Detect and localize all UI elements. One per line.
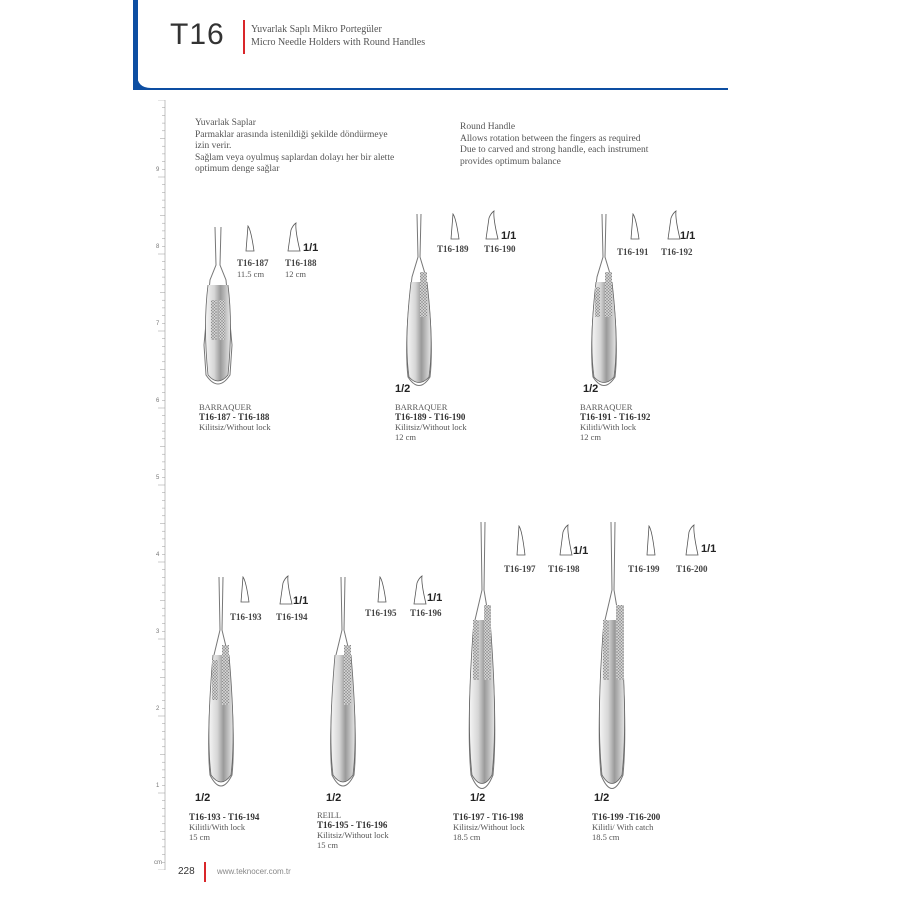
- product-name: REILL: [317, 810, 342, 820]
- scale-ratio: 1/2: [470, 792, 486, 804]
- lock-type: Kilitsiz/Without lock: [317, 830, 389, 840]
- straight-tip-icon: [238, 575, 252, 603]
- scale-ratio: 1/1: [680, 230, 696, 242]
- scale-ratio: 1/1: [501, 230, 517, 242]
- product-range: T16-197 - T16-198: [453, 812, 524, 822]
- website-link[interactable]: www.teknocer.com.tr: [217, 867, 291, 876]
- product-length: 12 cm: [580, 432, 602, 442]
- scale-ratio: 1/2: [326, 792, 342, 804]
- intro-line-en: provides optimum balance: [460, 156, 561, 167]
- product-name: BARRAQUER: [199, 402, 252, 412]
- scale-ratio: 1/1: [427, 592, 443, 604]
- footer-divider: [204, 862, 206, 882]
- intro-text-tr: [195, 118, 394, 176]
- product-range: T16-187 - T16-188: [199, 412, 270, 422]
- ruler-label-8: 8: [156, 244, 160, 250]
- product-code: T16-188: [285, 258, 317, 268]
- scale-ratio: 1/1: [293, 595, 309, 607]
- straight-tip-icon: [375, 575, 389, 603]
- product-name: BARRAQUER: [580, 402, 633, 412]
- product-range: T16-195 - T16-196: [317, 820, 388, 830]
- product-caption: [395, 402, 467, 442]
- product-length: 15 cm: [317, 840, 339, 850]
- section-title-en: Micro Needle Holders with Round Handles: [251, 37, 426, 48]
- intro-text-en: [460, 122, 648, 168]
- intro-line-tr: izin verir.: [195, 141, 232, 151]
- product-code: T16-198: [548, 564, 580, 574]
- product-length: 15 cm: [189, 832, 211, 842]
- product-caption: [199, 402, 271, 432]
- product-size: 11.5 cm: [237, 269, 265, 279]
- ruler-label-6: 6: [156, 398, 160, 404]
- header-divider: [243, 20, 245, 54]
- product-code: T16-190: [484, 244, 516, 254]
- lock-type: Kilitli/With lock: [580, 422, 637, 432]
- curved-tip-icon: [286, 222, 304, 252]
- needle-holder-image: [322, 575, 364, 800]
- lock-type: Kilitsiz/Without lock: [395, 422, 467, 432]
- scale-ratio: 1/2: [195, 792, 211, 804]
- product-code: T16-189: [437, 244, 469, 254]
- product-range: T16-193 - T16-194: [189, 812, 260, 822]
- needle-holder-image: [460, 520, 504, 805]
- intro-line-tr: optimum denge sağlar: [195, 164, 280, 174]
- intro-heading-tr: Yuvarlak Saplar: [195, 118, 256, 128]
- product-caption: [189, 812, 259, 842]
- needle-holder-image: [590, 520, 638, 805]
- curved-tip-icon: [684, 524, 702, 556]
- lock-type: Kilitsiz/Without lock: [199, 422, 271, 432]
- product-range: T16-191 - T16-192: [580, 412, 651, 422]
- product-code: T16-196: [410, 608, 442, 618]
- product-name: BARRAQUER: [395, 402, 448, 412]
- ruler-label-4: 4: [156, 552, 160, 558]
- product-range: T16-189 - T16-190: [395, 412, 466, 422]
- ruler-label-7: 7: [156, 321, 160, 327]
- scale-ratio: 1/1: [573, 545, 589, 557]
- ruler-label-5: 5: [156, 475, 160, 481]
- needle-holder-image: [200, 575, 242, 800]
- product-length: 18.5 cm: [453, 832, 481, 842]
- product-caption: [592, 812, 660, 842]
- straight-tip-icon: [514, 524, 528, 556]
- cm-ruler: [150, 100, 166, 870]
- product-size: 12 cm: [285, 269, 307, 279]
- product-code: T16-187: [237, 258, 269, 268]
- curved-tip-icon: [484, 210, 502, 240]
- product-code: T16-197: [504, 564, 536, 574]
- ruler-label-9: 9: [156, 167, 160, 173]
- lock-type: Kilitsiz/Without lock: [453, 822, 525, 832]
- section-title-tr: Yuvarlak Saplı Mikro Portegüler: [251, 24, 382, 35]
- ruler-label-cm: cm: [154, 860, 162, 866]
- straight-tip-icon: [644, 524, 658, 556]
- lock-type: Kilitli/ With catch: [592, 822, 654, 832]
- scale-ratio: 1/2: [583, 383, 599, 395]
- product-code: T16-199: [628, 564, 660, 574]
- straight-tip-icon: [243, 224, 257, 252]
- intro-heading-en: Round Handle: [460, 122, 516, 132]
- needle-holder-image: [198, 225, 238, 395]
- product-code: T16-195: [365, 608, 397, 618]
- intro-line-en: Allows rotation between the fingers as required: [460, 133, 641, 144]
- intro-line-tr: Sağlam veya oyulmuş saplardan dolayı her bir alette: [195, 152, 395, 163]
- product-code: T16-192: [661, 247, 693, 257]
- scale-ratio: 1/1: [303, 242, 319, 254]
- needle-holder-image: [583, 212, 625, 397]
- ruler-label-1: 1: [156, 783, 160, 789]
- scale-ratio: 1/1: [701, 543, 717, 555]
- section-code: T16: [170, 18, 225, 51]
- scale-ratio: 1/2: [395, 383, 411, 395]
- lock-type: Kilitli/With lock: [189, 822, 246, 832]
- product-caption: [317, 810, 389, 850]
- intro-line-en: Due to carved and strong handle, each instrument: [460, 145, 649, 155]
- scale-ratio: 1/2: [594, 792, 610, 804]
- product-code: T16-194: [276, 612, 308, 622]
- product-range: T16-199 -T16-200: [592, 812, 661, 822]
- product-caption: [580, 402, 650, 442]
- intro-line-tr: Parmaklar arasında istenildiği şekilde döndürmeye: [195, 129, 388, 140]
- page-number: 228: [178, 866, 195, 877]
- ruler-label-2: 2: [156, 706, 160, 712]
- needle-holder-image: [398, 212, 440, 397]
- ruler-label-3: 3: [156, 629, 160, 635]
- product-code: T16-193: [230, 612, 262, 622]
- product-code: T16-191: [617, 247, 649, 257]
- product-length: 12 cm: [395, 432, 417, 442]
- product-code: T16-200: [676, 564, 708, 574]
- straight-tip-icon: [628, 212, 642, 240]
- product-length: 18.5 cm: [592, 832, 620, 842]
- product-caption: [453, 812, 525, 842]
- straight-tip-icon: [448, 212, 462, 240]
